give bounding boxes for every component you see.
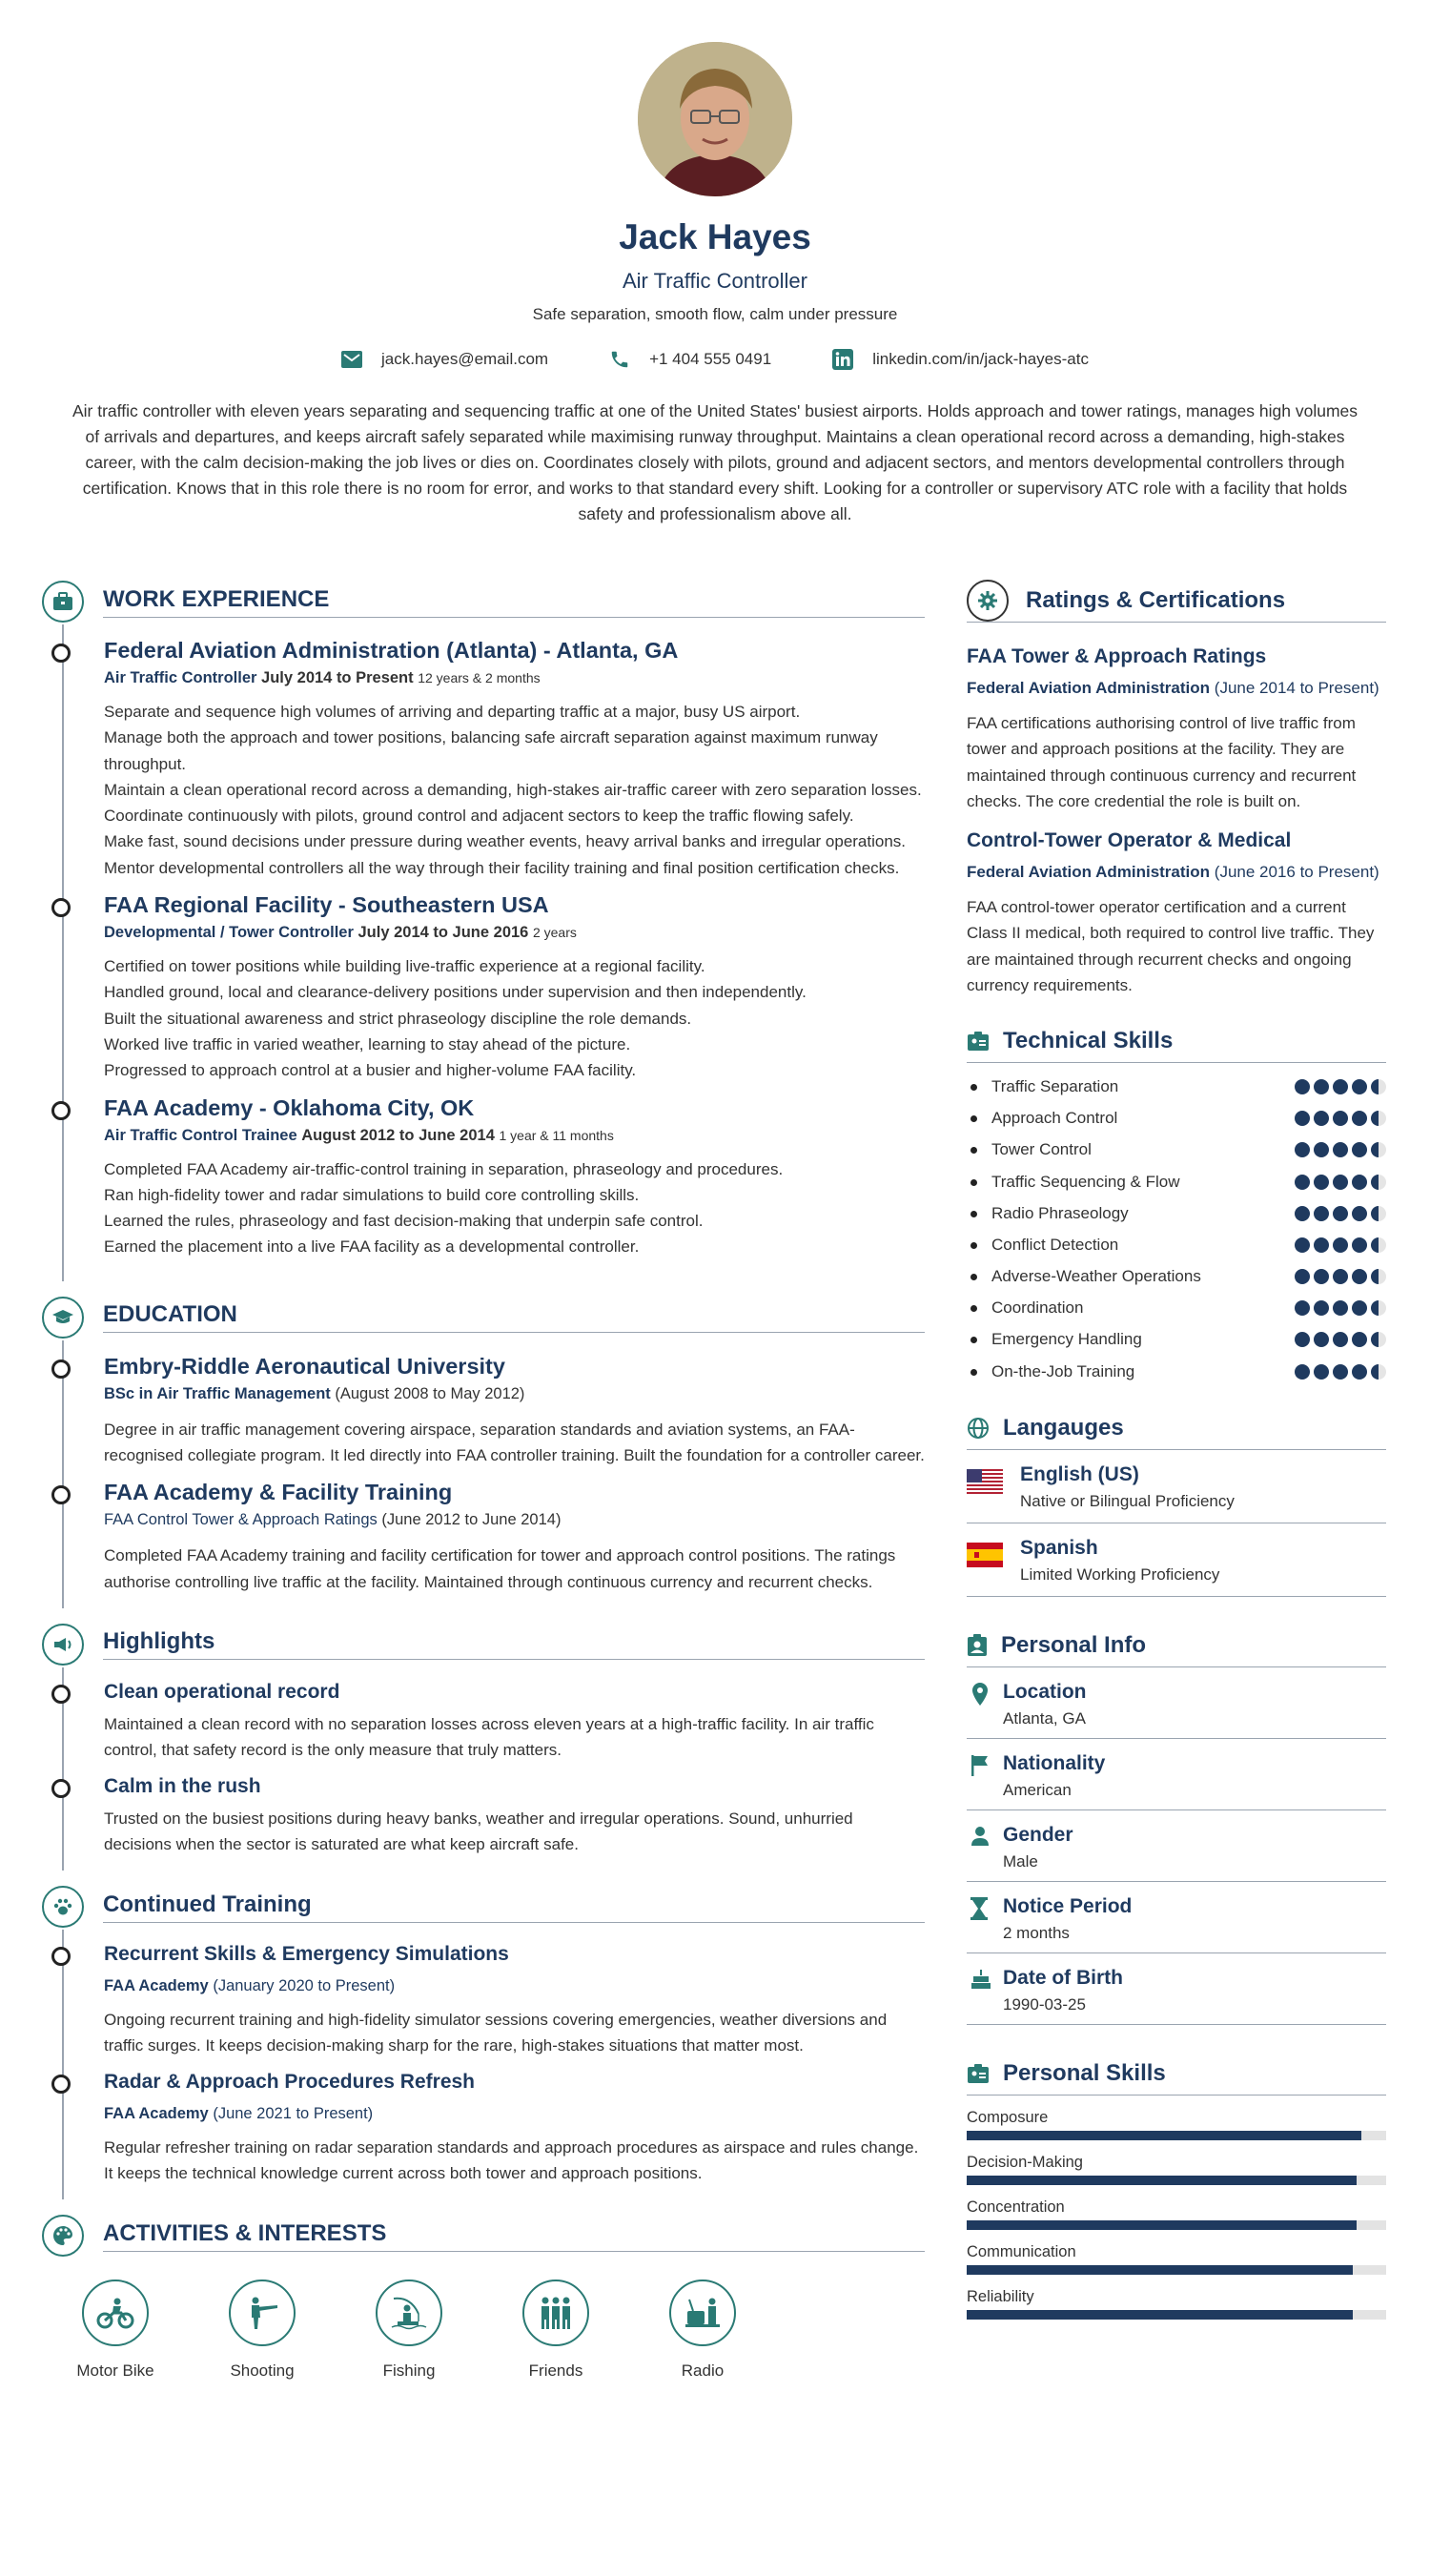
language-level: Native or Bilingual Proficiency <box>1020 1492 1235 1511</box>
info-label: Notice Period <box>1003 1895 1133 1918</box>
section-title: ACTIVITIES & INTERESTS <box>103 2220 925 2252</box>
highlight-entry <box>104 1681 925 1764</box>
skill-name: Decision-Making <box>967 2154 1083 2172</box>
rating-dot <box>1295 1206 1310 1221</box>
skill-bar <box>967 2220 1386 2230</box>
bullet: Separate and sequence high volumes of arriving and departing traffic at a major, busy US airport. <box>104 703 801 721</box>
language-item <box>967 1523 1386 1597</box>
rating-dot <box>1371 1079 1386 1094</box>
timeline-dot <box>51 2075 71 2094</box>
skill-row <box>967 1356 1386 1387</box>
timeline-dot <box>51 1947 71 1966</box>
role: Air Traffic Control Trainee <box>104 1126 297 1144</box>
hourglass-icon <box>970 1897 988 1920</box>
skill-rating <box>1295 1300 1386 1316</box>
rating-dot <box>1314 1269 1329 1284</box>
language-name: English (US) <box>1020 1463 1139 1486</box>
rating-dot <box>1371 1142 1386 1157</box>
duration: 12 years & 2 months <box>418 670 541 685</box>
employer: FAA Regional Facility - Southeastern USA <box>104 892 549 918</box>
skill-bar-fill <box>967 2131 1361 2140</box>
skill-row <box>967 1229 1386 1260</box>
us-flag-icon <box>967 1469 1003 1494</box>
flag-icon <box>970 1754 990 1777</box>
skill-row <box>967 1166 1386 1197</box>
training-entry <box>104 1943 925 2059</box>
dates: August 2012 to June 2014 <box>301 1126 495 1144</box>
rating-dot <box>1352 1206 1367 1221</box>
cert-title: FAA Tower & Approach Ratings <box>967 645 1267 667</box>
bullet: Make fast, sound decisions under pressure during weather events, heavy arrival banks and irregular operations. <box>104 832 907 851</box>
cert-org: Federal Aviation Administration <box>967 679 1211 697</box>
bullet: Maintain a clean operational record across a demanding, high-stakes air-traffic career with zero separation losses. <box>104 780 922 799</box>
rating-dot <box>1352 1142 1367 1157</box>
rating-dot <box>1295 1175 1310 1190</box>
palette-icon <box>42 2215 84 2257</box>
rating-dot <box>1314 1332 1329 1347</box>
info-label: Gender <box>1003 1824 1073 1847</box>
info-label: Date of Birth <box>1003 1967 1123 1990</box>
motorbike-icon <box>82 2280 149 2346</box>
technical-skills-list <box>967 1071 1386 1387</box>
briefcase-icon <box>42 581 84 623</box>
work-entry <box>104 638 925 881</box>
rating-dot <box>1333 1300 1348 1316</box>
work-entry <box>104 1095 925 1260</box>
personal-skills-list <box>967 2109 1386 2320</box>
candidate-name: Jack Hayes <box>619 217 811 256</box>
skill-rating <box>1295 1175 1386 1190</box>
skill-name: Concentration <box>967 2198 1065 2217</box>
spain-flag-icon <box>967 1543 1003 1567</box>
skill-bar <box>967 2265 1386 2275</box>
timeline-dot <box>51 1485 71 1504</box>
skill-rating <box>1295 1332 1386 1347</box>
skill-name: Radio Phraseology <box>967 1204 1129 1223</box>
languages-section <box>967 1406 1386 1597</box>
globe-icon <box>967 1417 990 1440</box>
rating-dot <box>1333 1269 1348 1284</box>
personal-skill <box>967 2198 1386 2230</box>
rating-dot <box>1314 1364 1329 1380</box>
cert-entry <box>967 829 1386 998</box>
skill-name: Coordination <box>967 1298 1083 1318</box>
section-title: Ratings & Certifications <box>1026 586 1286 613</box>
rating-dot <box>1371 1237 1386 1253</box>
interest-label: Shooting <box>230 2361 295 2381</box>
dates: (August 2008 to May 2012) <box>335 1384 525 1402</box>
contact-bar <box>0 349 1430 370</box>
training-body: Ongoing recurrent training and high-fidelity simulator sessions covering emergencies, weather diversions and traffic surges. It keeps decision-making sharp for the rare, high-stakes situations that matter most. <box>104 2011 888 2055</box>
skill-rating <box>1295 1142 1386 1157</box>
radio-icon <box>669 2280 736 2346</box>
interest-label: Radio <box>681 2361 725 2381</box>
rating-dot <box>1352 1300 1367 1316</box>
skill-bar-fill <box>967 2176 1357 2185</box>
rating-dot <box>1333 1079 1348 1094</box>
bullet: Certified on tower positions while building live-traffic experience at a regional facility. <box>104 957 705 976</box>
tagline: Safe separation, smooth flow, calm under pressure <box>532 305 898 323</box>
interests-section <box>42 2213 925 2381</box>
rating-dot <box>1371 1300 1386 1316</box>
rating-dot <box>1314 1079 1329 1094</box>
highlight-title: Clean operational record <box>104 1680 340 1703</box>
personal-skills-section <box>967 2052 1386 2320</box>
personal-skill <box>967 2288 1386 2320</box>
education-entry <box>104 1480 925 1595</box>
skill-rating <box>1295 1237 1386 1253</box>
rating-dot <box>1295 1364 1310 1380</box>
rating-dot <box>1371 1332 1386 1347</box>
skill-name: Reliability <box>967 2288 1034 2306</box>
timeline-dot <box>51 1685 71 1704</box>
skill-row <box>967 1324 1386 1356</box>
highlights-section <box>42 1622 925 1871</box>
dates: (June 2014 to Present) <box>1214 679 1379 697</box>
rating-dot <box>1352 1364 1367 1380</box>
summary: Air traffic controller with eleven years separating and sequencing traffic at one of the United States' busiest airports. Holds approach and tower ratings, manages high volumes of arrivals and departures, and keeps aircraft safely separated while maximising runway throughput. Maintains a clean operational record across a demanding, high-stakes career, with the calm decision-making the job lives or dies on. Coordinates closely with pilots, ground and adjacent sectors, and mentors developmental controllers through certification. Knows that in this role there is no room for error, and works to that standard every shift. Looking for a controller or supervisory ATC role with a facility that holds safety and professionalism above all. <box>72 401 1358 523</box>
id-badge-icon <box>967 1031 990 1052</box>
dates: July 2014 to Present <box>261 669 414 686</box>
skill-bar <box>967 2131 1386 2140</box>
rating-dot <box>1295 1237 1310 1253</box>
highlight-entry <box>104 1775 925 1858</box>
interest-item <box>336 2280 482 2381</box>
education-section <box>42 1295 925 1608</box>
timeline-dot <box>51 1360 71 1379</box>
info-value: American <box>1003 1781 1072 1800</box>
interest-label: Friends <box>528 2361 583 2381</box>
info-value: 1990-03-25 <box>1003 1995 1086 2014</box>
contact-card-icon <box>967 1634 988 1657</box>
rating-dot <box>1295 1269 1310 1284</box>
language-level: Limited Working Proficiency <box>1020 1565 1220 1584</box>
person-icon <box>970 1826 990 1847</box>
shooting-icon <box>229 2280 296 2346</box>
id-badge-icon <box>967 2063 990 2084</box>
bullet: Completed FAA Academy air-traffic-control training in separation, phraseology and procedures. <box>104 1159 784 1178</box>
rating-dot <box>1314 1142 1329 1157</box>
rating-dot <box>1371 1269 1386 1284</box>
work-entry <box>104 892 925 1083</box>
duration: 2 years <box>532 925 577 941</box>
skill-bar <box>967 2310 1386 2320</box>
avatar <box>638 42 792 196</box>
training-title: Radar & Approach Procedures Refresh <box>104 2070 476 2093</box>
skill-name: On-the-Job Training <box>967 1362 1134 1381</box>
personal-info-item <box>967 1882 1386 1953</box>
role: Air Traffic Controller <box>104 669 257 686</box>
rating-dot <box>1333 1332 1348 1347</box>
employer: FAA Academy - Oklahoma City, OK <box>104 1094 475 1120</box>
duration: 1 year & 11 months <box>499 1127 614 1143</box>
rating-dot <box>1333 1237 1348 1253</box>
location-pin-icon <box>970 1683 990 1706</box>
rating-dot <box>1314 1237 1329 1253</box>
skill-rating <box>1295 1206 1386 1221</box>
personal-skill <box>967 2154 1386 2185</box>
phone-icon <box>609 349 630 370</box>
info-value: Male <box>1003 1852 1038 1871</box>
dates: (January 2020 to Present) <box>213 1977 396 1995</box>
rating-dot <box>1333 1206 1348 1221</box>
personal-info-section <box>967 1624 1386 2025</box>
phone-text[interactable]: +1 404 555 0491 <box>649 350 772 368</box>
rating-dot <box>1371 1175 1386 1190</box>
info-label: Location <box>1003 1681 1087 1704</box>
contact-email[interactable] <box>341 349 548 370</box>
section-title: Personal Skills <box>1003 2059 1166 2086</box>
rating-dot <box>1352 1175 1367 1190</box>
skill-rating <box>1295 1364 1386 1380</box>
skill-name: Approach Control <box>967 1109 1117 1128</box>
cert-body: FAA control-tower operator certification and a current Class II medical, both required to control live traffic. They are maintained through recurrent checks and ongoing currency requirements. <box>967 898 1375 995</box>
bullet: Mentor developmental controllers all the way through their facility training and final position certification checks. <box>104 858 900 877</box>
school: Embry-Riddle Aeronautical University <box>104 1353 505 1379</box>
training-title: Recurrent Skills & Emergency Simulations <box>104 1943 509 1966</box>
gear-icon <box>967 580 1009 622</box>
employer: Federal Aviation Administration (Atlanta) - Atlanta, GA <box>104 638 679 663</box>
work-experience-section <box>42 579 925 1281</box>
skill-name: Adverse-Weather Operations <box>967 1267 1201 1286</box>
rating-dot <box>1314 1206 1329 1221</box>
dates: (June 2021 to Present) <box>213 2104 374 2122</box>
email-icon <box>341 351 362 368</box>
interest-item <box>629 2280 776 2381</box>
section-title: WORK EXPERIENCE <box>103 586 925 618</box>
info-value: Atlanta, GA <box>1003 1709 1086 1728</box>
personal-info-item <box>967 1810 1386 1882</box>
rating-dot <box>1352 1332 1367 1347</box>
training-section <box>42 1884 925 2199</box>
degree: FAA Control Tower & Approach Ratings <box>104 1511 378 1529</box>
interest-item <box>189 2280 336 2381</box>
skill-name: Tower Control <box>967 1140 1092 1159</box>
rating-dot <box>1295 1300 1310 1316</box>
rating-dot <box>1352 1111 1367 1126</box>
section-title: EDUCATION <box>103 1301 925 1333</box>
linkedin-icon <box>832 349 853 370</box>
bullet: Progressed to approach control at a busier and higher-volume FAA facility. <box>104 1061 637 1080</box>
timeline-dot <box>51 1101 71 1120</box>
skill-row <box>967 1261 1386 1293</box>
personal-skill <box>967 2109 1386 2140</box>
rating-dot <box>1314 1111 1329 1126</box>
rating-dot <box>1314 1175 1329 1190</box>
timeline-dot <box>51 898 71 917</box>
language-item <box>967 1450 1386 1523</box>
skill-rating <box>1295 1111 1386 1126</box>
skill-rating <box>1295 1079 1386 1094</box>
left-column <box>42 579 925 2381</box>
rating-dot <box>1371 1111 1386 1126</box>
section-title: Continued Training <box>103 1891 925 1923</box>
dates: (June 2016 to Present) <box>1214 863 1379 882</box>
skill-bar-fill <box>967 2220 1357 2230</box>
rating-dot <box>1371 1206 1386 1221</box>
cert-body: FAA certifications authorising control of live traffic from tower and approach positions at the facility. They are maintained through continuous currency and recurrent checks. The core credential the role is built on. <box>967 714 1357 810</box>
cert-org: Federal Aviation Administration <box>967 863 1211 882</box>
dates: July 2014 to June 2016 <box>358 924 529 942</box>
degree: BSc in Air Traffic Management <box>104 1384 331 1402</box>
technical-skills-section <box>967 1019 1386 1387</box>
rating-dot <box>1333 1175 1348 1190</box>
skill-name: Traffic Sequencing & Flow <box>967 1173 1179 1192</box>
megaphone-icon <box>42 1624 84 1666</box>
contact-linkedin[interactable] <box>832 349 1089 370</box>
section-title: Highlights <box>103 1628 925 1660</box>
highlight-body: Maintained a clean record with no separation losses across eleven years at a high-traffic facility. In air traffic control, that safety record is the only measure that truly matters. <box>104 1714 874 1760</box>
bullet: Built the situational awareness and strict phraseology discipline the role demands. <box>104 1009 692 1028</box>
training-org: FAA Academy <box>104 1977 209 1995</box>
skill-name: Emergency Handling <box>967 1330 1142 1349</box>
school: FAA Academy & Facility Training <box>104 1480 453 1505</box>
interest-item <box>482 2280 629 2381</box>
training-org: FAA Academy <box>104 2104 209 2122</box>
dates: (June 2012 to June 2014) <box>381 1511 562 1529</box>
language-name: Spanish <box>1020 1537 1098 1560</box>
section-title: Personal Info <box>1001 1631 1147 1658</box>
skill-row <box>967 1197 1386 1229</box>
bullet: Coordinate continuously with pilots, ground control and adjacent sectors to keep the traffic flowing safely. <box>104 807 854 826</box>
skill-name: Conflict Detection <box>967 1236 1118 1255</box>
skill-row <box>967 1071 1386 1102</box>
training-body: Regular refresher training on radar separation standards and approach procedures as airspace and rules change. It keeps the technical knowledge current across both tower and approach positions. <box>104 2137 919 2183</box>
email-text[interactable]: jack.hayes@email.com <box>381 350 549 368</box>
description: Degree in air traffic management covering airspace, separation standards and aviation systems, an FAA-recognised collegiate program. It led directly into FAA controller training. Built the foundation for a controller career. <box>104 1420 925 1465</box>
skill-bar-fill <box>967 2265 1353 2275</box>
cert-title: Control-Tower Operator & Medical <box>967 829 1292 852</box>
rating-dot <box>1333 1111 1348 1126</box>
job-title: Air Traffic Controller <box>623 269 807 293</box>
education-entry <box>104 1354 925 1469</box>
bullet: Ran high-fidelity tower and radar simulations to build core controlling skills. <box>104 1185 640 1204</box>
rating-dot <box>1352 1237 1367 1253</box>
contact-phone[interactable] <box>609 349 771 370</box>
rating-dot <box>1352 1269 1367 1284</box>
section-title: Langauges <box>1003 1414 1124 1441</box>
bullet: Learned the rules, phraseology and fast decision-making that underpin safe control. <box>104 1212 704 1231</box>
skill-row <box>967 1103 1386 1135</box>
bullet: Worked live traffic in varied weather, learning to stay ahead of the picture. <box>104 1034 631 1053</box>
skill-row <box>967 1293 1386 1324</box>
rating-dot <box>1295 1332 1310 1347</box>
info-value: 2 months <box>1003 1924 1070 1943</box>
cake-icon <box>970 1969 991 1990</box>
personal-info-item <box>967 1953 1386 2025</box>
description: Completed FAA Academy training and facility certification for tower and approach control positions. The ratings authorise controlling live traffic at the facility. Maintained through continuous currency and recurrent checks. <box>104 1546 896 1591</box>
bullet: Manage both the approach and tower positions, balancing safe aircraft separation against maximum runway throughput. <box>104 728 878 773</box>
rating-dot <box>1333 1142 1348 1157</box>
linkedin-text[interactable]: linkedin.com/in/jack-hayes-atc <box>872 350 1089 368</box>
bullet: Earned the placement into a live FAA facility as a developmental controller. <box>104 1237 640 1257</box>
skill-row <box>967 1135 1386 1166</box>
personal-info-item <box>967 1667 1386 1739</box>
bullet: Handled ground, local and clearance-delivery positions under supervision and then independently. <box>104 983 807 1002</box>
interest-label: Motor Bike <box>76 2361 154 2381</box>
rating-dot <box>1295 1111 1310 1126</box>
skill-rating <box>1295 1269 1386 1284</box>
rating-dot <box>1295 1142 1310 1157</box>
cert-entry <box>967 645 1386 814</box>
skill-bar-fill <box>967 2310 1353 2320</box>
skill-bar <box>967 2176 1386 2185</box>
info-label: Nationality <box>1003 1752 1106 1775</box>
resume-header <box>0 0 1430 527</box>
rating-dot <box>1314 1300 1329 1316</box>
rating-dot <box>1352 1079 1367 1094</box>
certifications-section <box>967 579 1386 998</box>
interest-label: Fishing <box>382 2361 436 2381</box>
personal-skill <box>967 2243 1386 2275</box>
skill-name: Communication <box>967 2243 1076 2261</box>
training-entry <box>104 2071 925 2187</box>
graduation-cap-icon <box>42 1297 84 1339</box>
interest-item <box>42 2280 189 2381</box>
highlight-body: Trusted on the busiest positions during heavy banks, weather and irregular operations. Sound, unhurried decisions when the sector is saturated are what keep aircraft safe. <box>104 1809 853 1853</box>
section-title: Technical Skills <box>1003 1027 1174 1053</box>
skill-name: Composure <box>967 2109 1049 2127</box>
rating-dot <box>1295 1079 1310 1094</box>
friends-icon <box>522 2280 589 2346</box>
skill-name: Traffic Separation <box>967 1077 1118 1096</box>
timeline-dot <box>51 1779 71 1798</box>
timeline-dot <box>51 644 71 663</box>
right-column <box>967 579 1386 2320</box>
paw-icon <box>42 1886 84 1928</box>
highlight-title: Calm in the rush <box>104 1774 261 1797</box>
rating-dot <box>1333 1364 1348 1380</box>
role: Developmental / Tower Controller <box>104 924 354 942</box>
personal-info-item <box>967 1739 1386 1810</box>
fishing-icon <box>376 2280 442 2346</box>
rating-dot <box>1371 1364 1386 1380</box>
